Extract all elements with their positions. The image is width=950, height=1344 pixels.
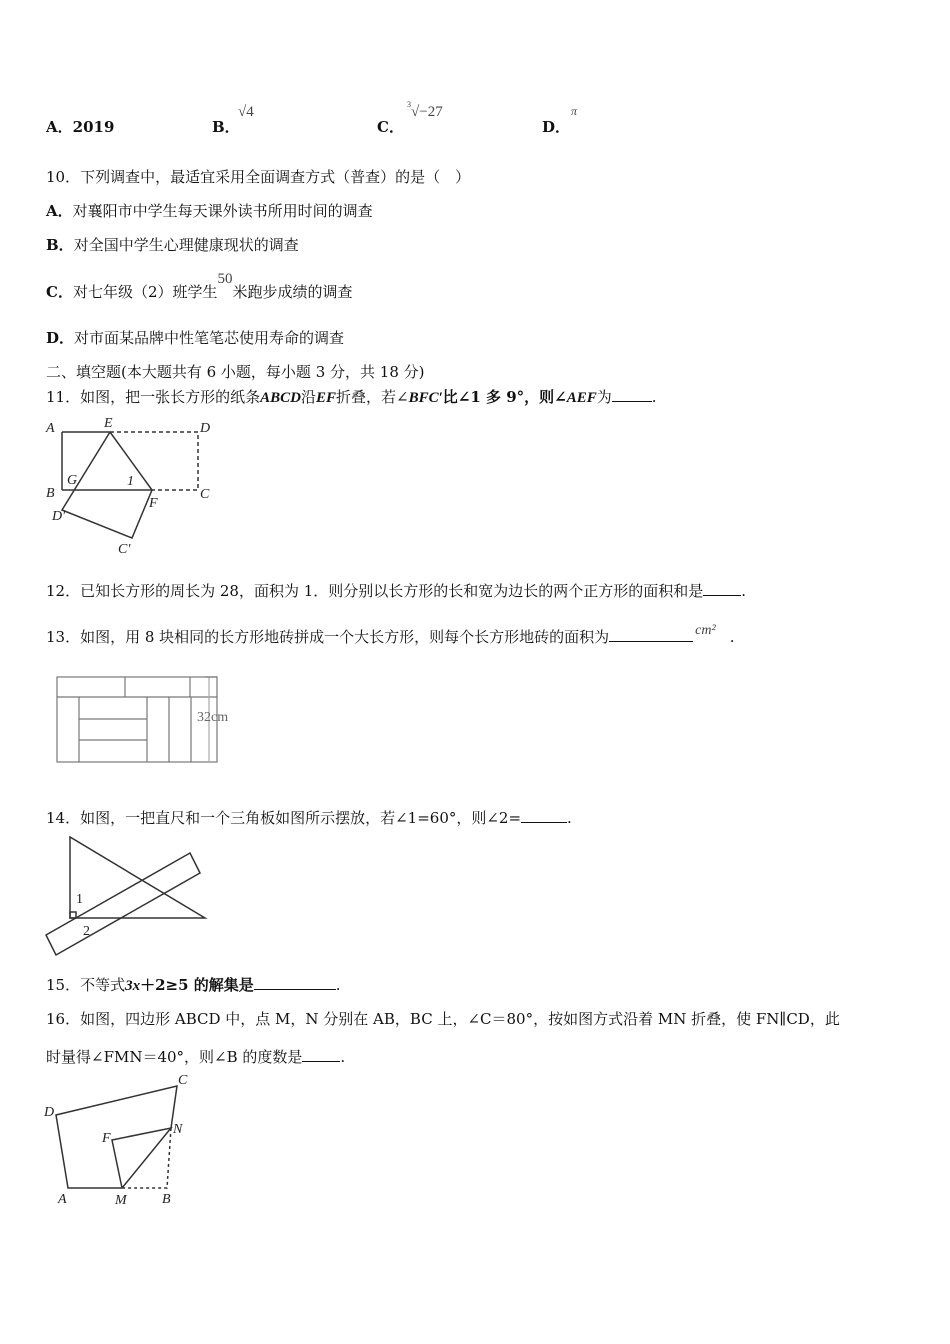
- q9-option-d: D．: [542, 118, 571, 136]
- label-c: C: [200, 487, 210, 502]
- label-c-prime: C′: [118, 542, 131, 557]
- q9-option-a: [46, 116, 114, 137]
- label: D．: [46, 329, 75, 347]
- q15-stem: [46, 974, 341, 995]
- label-a: A: [58, 1192, 67, 1207]
- label-d: D: [200, 421, 211, 436]
- math: EF: [315, 390, 336, 406]
- q14-figure: [40, 835, 220, 960]
- text: 沿: [300, 388, 316, 406]
- text: ＋2≥5 的解集是: [140, 976, 254, 994]
- text: 对襄阳市中学生每天课外读书所用时间的调查: [72, 202, 373, 220]
- label-g: G: [67, 473, 78, 488]
- text: .: [651, 388, 657, 406]
- label-c: C: [178, 1073, 188, 1088]
- q10-option-c: [46, 271, 353, 302]
- q9-option-c-value: √−27: [411, 104, 443, 120]
- number: 50: [217, 271, 233, 287]
- q14-stem: [46, 807, 572, 828]
- q10-option-d: [46, 327, 344, 348]
- q9-option-c-index: 3: [407, 100, 411, 109]
- label-n: N: [173, 1122, 183, 1137]
- text: 对七年级（2）班学生: [72, 283, 218, 301]
- q10-option-b: [46, 234, 299, 255]
- q9-option-b: [212, 116, 240, 137]
- q13-figure: [55, 672, 245, 767]
- text: 时量得∠FMN＝40°，则∠B 的度数是: [46, 1048, 303, 1066]
- q16-stem-line1: 16．如图，四边形 ABCD 中，点 M，N 分别在 AB，BC 上，∠C＝80°，按如图方式沿着 MN 折叠，使 FN∥CD，此: [46, 1010, 840, 1028]
- answer-blank: [302, 1046, 340, 1062]
- label: B．: [212, 118, 240, 136]
- label-a: A: [46, 421, 55, 436]
- q10-stem: 10．下列调查中，最适宜采用全面调查方式（普查）的是（ ）: [46, 168, 471, 186]
- text: 比∠1 多 9°，则∠: [442, 388, 567, 406]
- label-e: E: [104, 416, 113, 431]
- q9-option-b-value: √4: [238, 104, 254, 120]
- text: .: [335, 976, 341, 994]
- text: .: [340, 1048, 346, 1066]
- text: 15．不等式: [46, 976, 126, 994]
- text: 11．如图，把一张长方形的纸条: [46, 388, 261, 406]
- dimension-label: 32cm: [197, 710, 229, 725]
- answer-blank: [254, 974, 336, 990]
- answer-blank: [609, 626, 693, 642]
- label-m: M: [115, 1193, 127, 1208]
- q11-figure: [40, 415, 230, 560]
- label: A．: [46, 202, 73, 220]
- label-d-prime: D′: [52, 509, 66, 524]
- value: 2019: [72, 118, 115, 136]
- text: 折叠，若∠: [335, 388, 409, 406]
- math: AEF: [566, 390, 597, 406]
- label-d: D: [44, 1105, 55, 1120]
- label-b: B: [46, 486, 55, 501]
- q10-option-a: [46, 200, 373, 221]
- label-f: F: [102, 1131, 111, 1146]
- q13-stem: [46, 623, 735, 647]
- text: 米跑步成绩的调查: [232, 283, 353, 301]
- answer-blank: [521, 807, 567, 823]
- math: 3x: [125, 978, 141, 994]
- q9-option-d-value: π: [571, 104, 578, 118]
- math: BFC′: [408, 390, 443, 406]
- q9-option-c: C．: [377, 118, 404, 136]
- label: A．: [46, 118, 73, 136]
- label: C．: [46, 283, 73, 301]
- answer-blank: [703, 580, 741, 596]
- section-heading: 二、填空题(本大题共有 6 小题，每小题 3 分，共 18 分): [46, 363, 425, 381]
- math: ABCD: [260, 390, 301, 406]
- label-1: 1: [76, 892, 83, 907]
- label: B．: [46, 236, 74, 254]
- text: .: [729, 628, 735, 646]
- q12-stem: [46, 580, 746, 601]
- text: 对全国中学生心理健康现状的调查: [73, 236, 299, 254]
- label-1: 1: [127, 474, 134, 489]
- label-2: 2: [83, 924, 90, 939]
- answer-blank: [612, 386, 652, 402]
- text: .: [741, 582, 747, 600]
- text: 为: [596, 388, 612, 406]
- label-f: F: [149, 496, 158, 511]
- text: 13．如图，用 8 块相同的长方形地砖拼成一个大长方形，则每个长方形地砖的面积为: [46, 628, 610, 646]
- unit: cm²: [695, 623, 716, 638]
- text: 对市面某品牌中性笔笔芯使用寿命的调查: [74, 329, 345, 347]
- q16-figure: [40, 1070, 210, 1210]
- q11-stem: [46, 386, 657, 407]
- text: 12．已知长方形的周长为 28，面积为 1．则分别以长方形的长和宽为边长的两个正方形的面积和是: [46, 582, 704, 600]
- label-b: B: [162, 1192, 171, 1207]
- text: 14．如图，一把直尺和一个三角板如图所示摆放，若∠1=60°，则∠2=: [46, 809, 522, 827]
- q16-stem-line2: [46, 1046, 345, 1067]
- text: .: [567, 809, 572, 827]
